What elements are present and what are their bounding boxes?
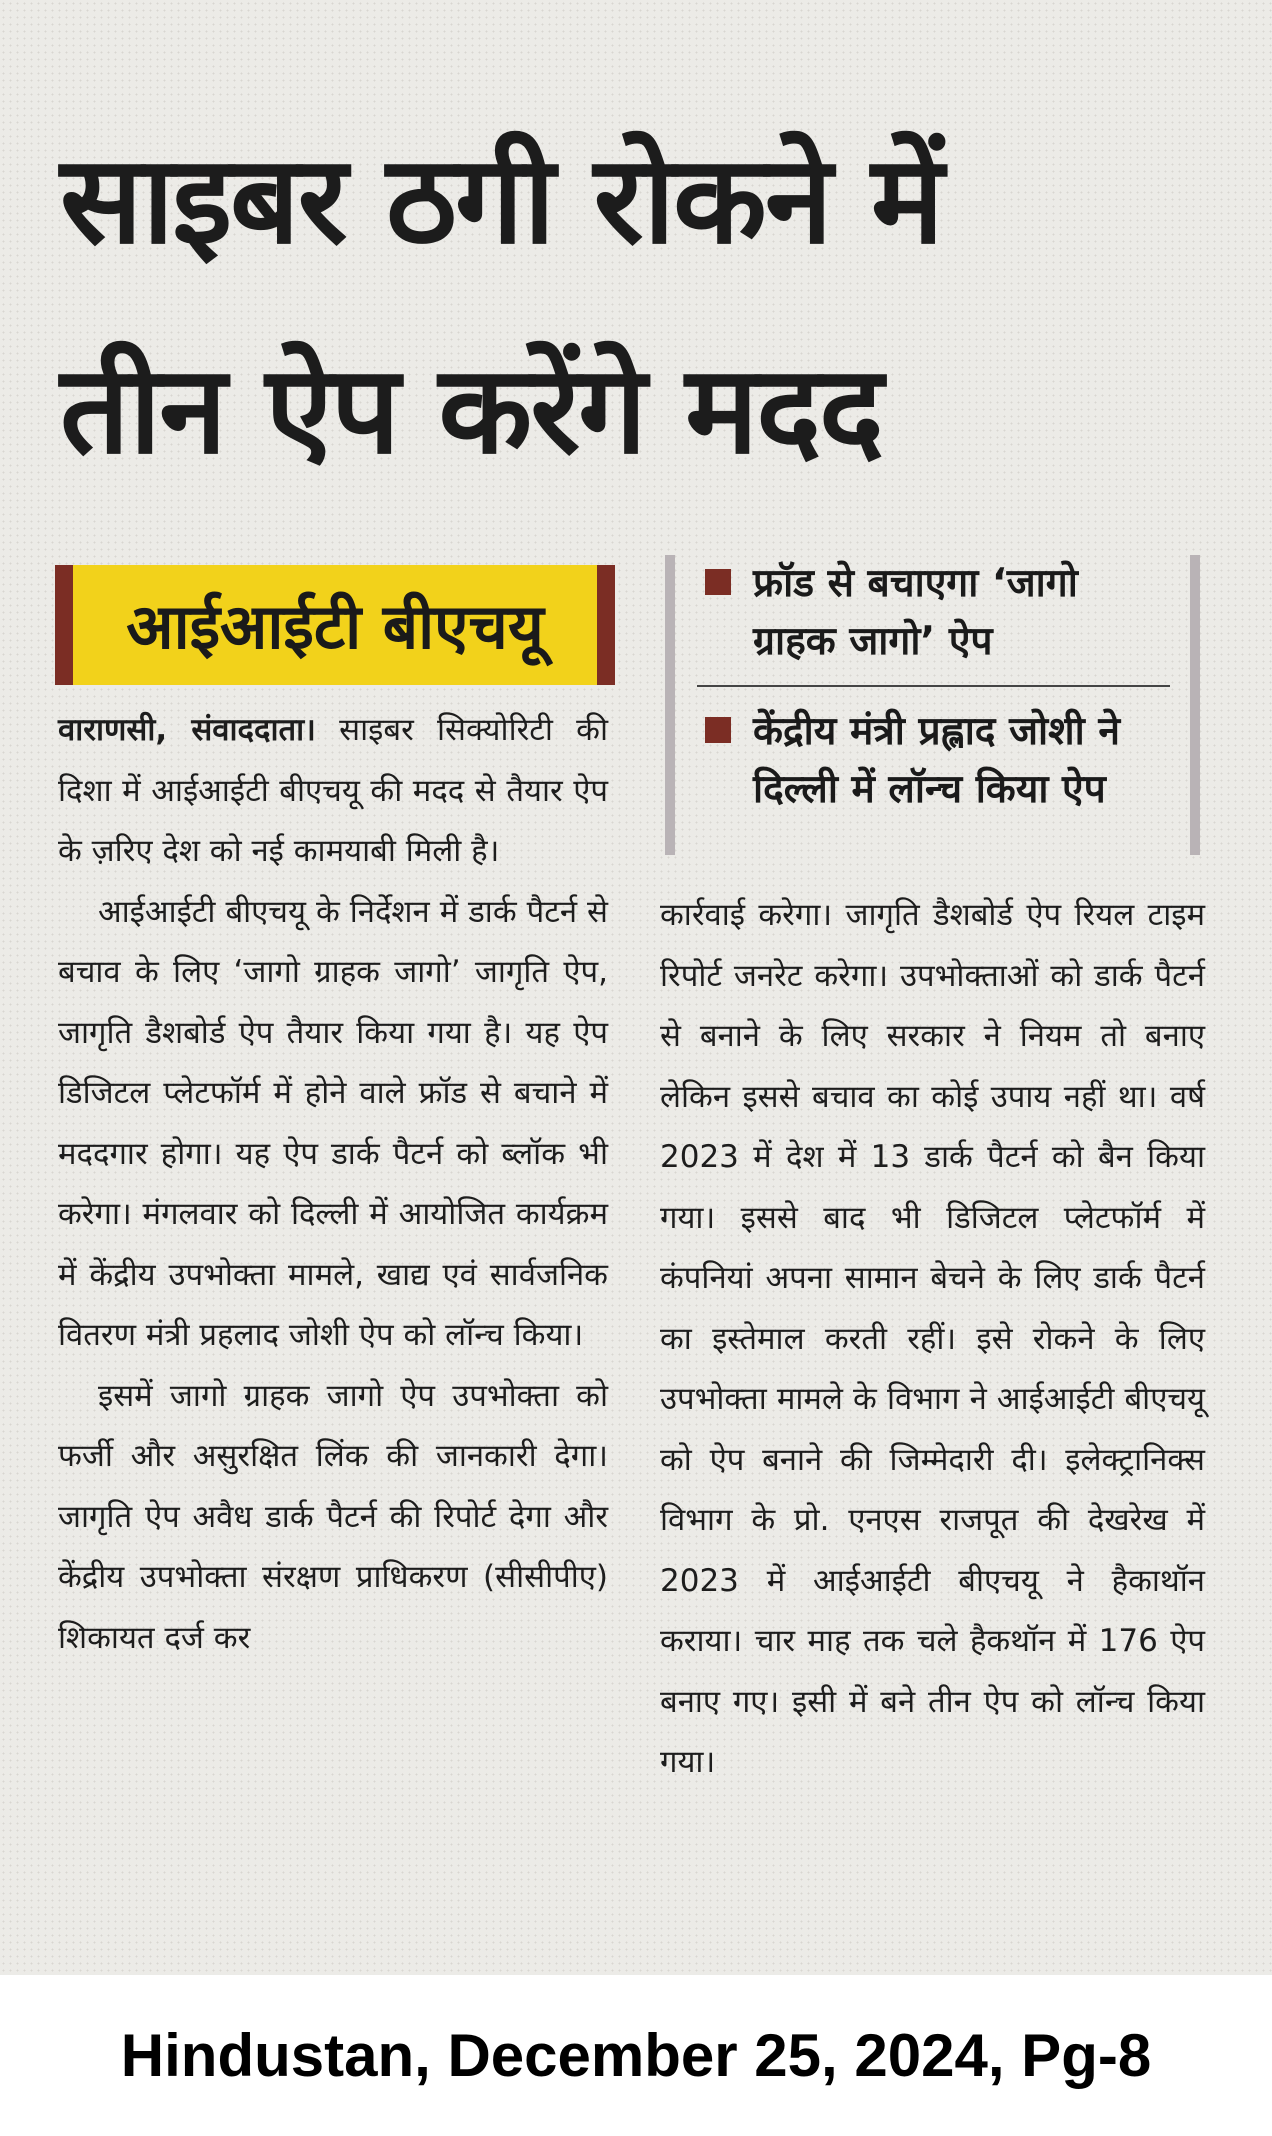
article-column-left	[58, 700, 608, 1668]
article-text: साइबर सिक्योरिटी की दिशा में आईआईटी बीएचयू की मदद से तैयार ऐप के ज़रिए देश को नई कामयाबी मिली है।	[58, 712, 608, 869]
dateline: वाराणसी, संवाददाता।	[58, 712, 316, 748]
divider	[697, 685, 1170, 687]
section-tag-label: आईआईटी बीएचयू	[126, 590, 544, 663]
highlight-item	[697, 703, 1170, 819]
square-bullet-icon	[705, 569, 731, 595]
article-column-right	[660, 885, 1205, 1793]
section-tag	[55, 565, 615, 685]
article-paragraph: इसमें जागो ग्राहक जागो ऐप उपभोक्ता को फर्जी और असुरक्षित लिंक की जानकारी देगा। जागृति ऐप अवैध डार्क पैटर्न की रिपोर्ट देगा और केंद्रीय उपभोक्ता संरक्षण प्राधिकरण (सीसीपीए) शिकायत दर्ज कर	[58, 1377, 608, 1656]
source-citation: Hindustan, December 25, 2024, Pg-8	[120, 2021, 1152, 2089]
highlight-text: केंद्रीय मंत्री प्रह्लाद जोशी ने दिल्ली में लॉन्च किया ऐप	[753, 709, 1120, 812]
highlights-box	[665, 555, 1200, 855]
square-bullet-icon	[705, 717, 731, 743]
article-paragraph: कार्रवाई करेगा। जागृति डैशबोर्ड ऐप रियल टाइम रिपोर्ट जनरेट करेगा। उपभोक्ताओं को डार्क पैटर्न से बनाने के लिए सरकार ने नियम तो बनाए लेकिन इससे बचाव का कोई उपाय नहीं था। वर्ष 2023 में देश में 13 डार्क पैटर्न को बैन किया गया। इससे बाद भी डिजिटल प्लेटफॉर्म में कंपनियां अपना सामान बेचने के लिए डार्क पैटर्न का इस्तेमाल करती रहीं। इसे रोकने के लिए उपभोक्ता मामले के विभाग ने आईआईटी बीएचयू को ऐप बनाने की जिम्मेदारी दी। इलेक्ट्रानिक्स विभाग के प्रो. एनएस राजपूत की देखरेख में 2023 में आईआईटी बीएचयू ने हैकाथॉन कराया। चार माह तक चले हैकथॉन में 176 ऐप बनाए गए। इसी में बने तीन ऐप को लॉन्च किया गया।	[660, 897, 1205, 1780]
headline-line-1: साइबर ठगी रोकने में	[60, 129, 942, 271]
article-paragraph	[58, 700, 608, 882]
headline	[60, 95, 1200, 515]
article-paragraph: आईआईटी बीएचयू के निर्देशन में डार्क पैटर्न से बचाव के लिए ‘जागो ग्राहक जागो’ जागृति ऐप, जागृति डैशबोर्ड ऐप तैयार किया गया है। यह ऐप डिजिटल प्लेटफॉर्म में होने वाले फ्रॉड से बचाने में मददगार होगा। यह ऐप डार्क पैटर्न को ब्लॉक भी करेगा। मंगलवार को दिल्ली में आयोजित कार्यक्रम में केंद्रीय उपभोक्ता मामले, खाद्य एवं सार्वजनिक वितरण मंत्री प्रहलाद जोशी ऐप को लॉन्च किया।	[58, 893, 608, 1353]
highlight-item	[697, 555, 1170, 671]
headline-line-2: तीन ऐप करेंगे मदद	[60, 339, 882, 481]
highlight-text: फ्रॉड से बचाएगा ‘जागो ग्राहक जागो’ ऐप	[753, 561, 1078, 664]
